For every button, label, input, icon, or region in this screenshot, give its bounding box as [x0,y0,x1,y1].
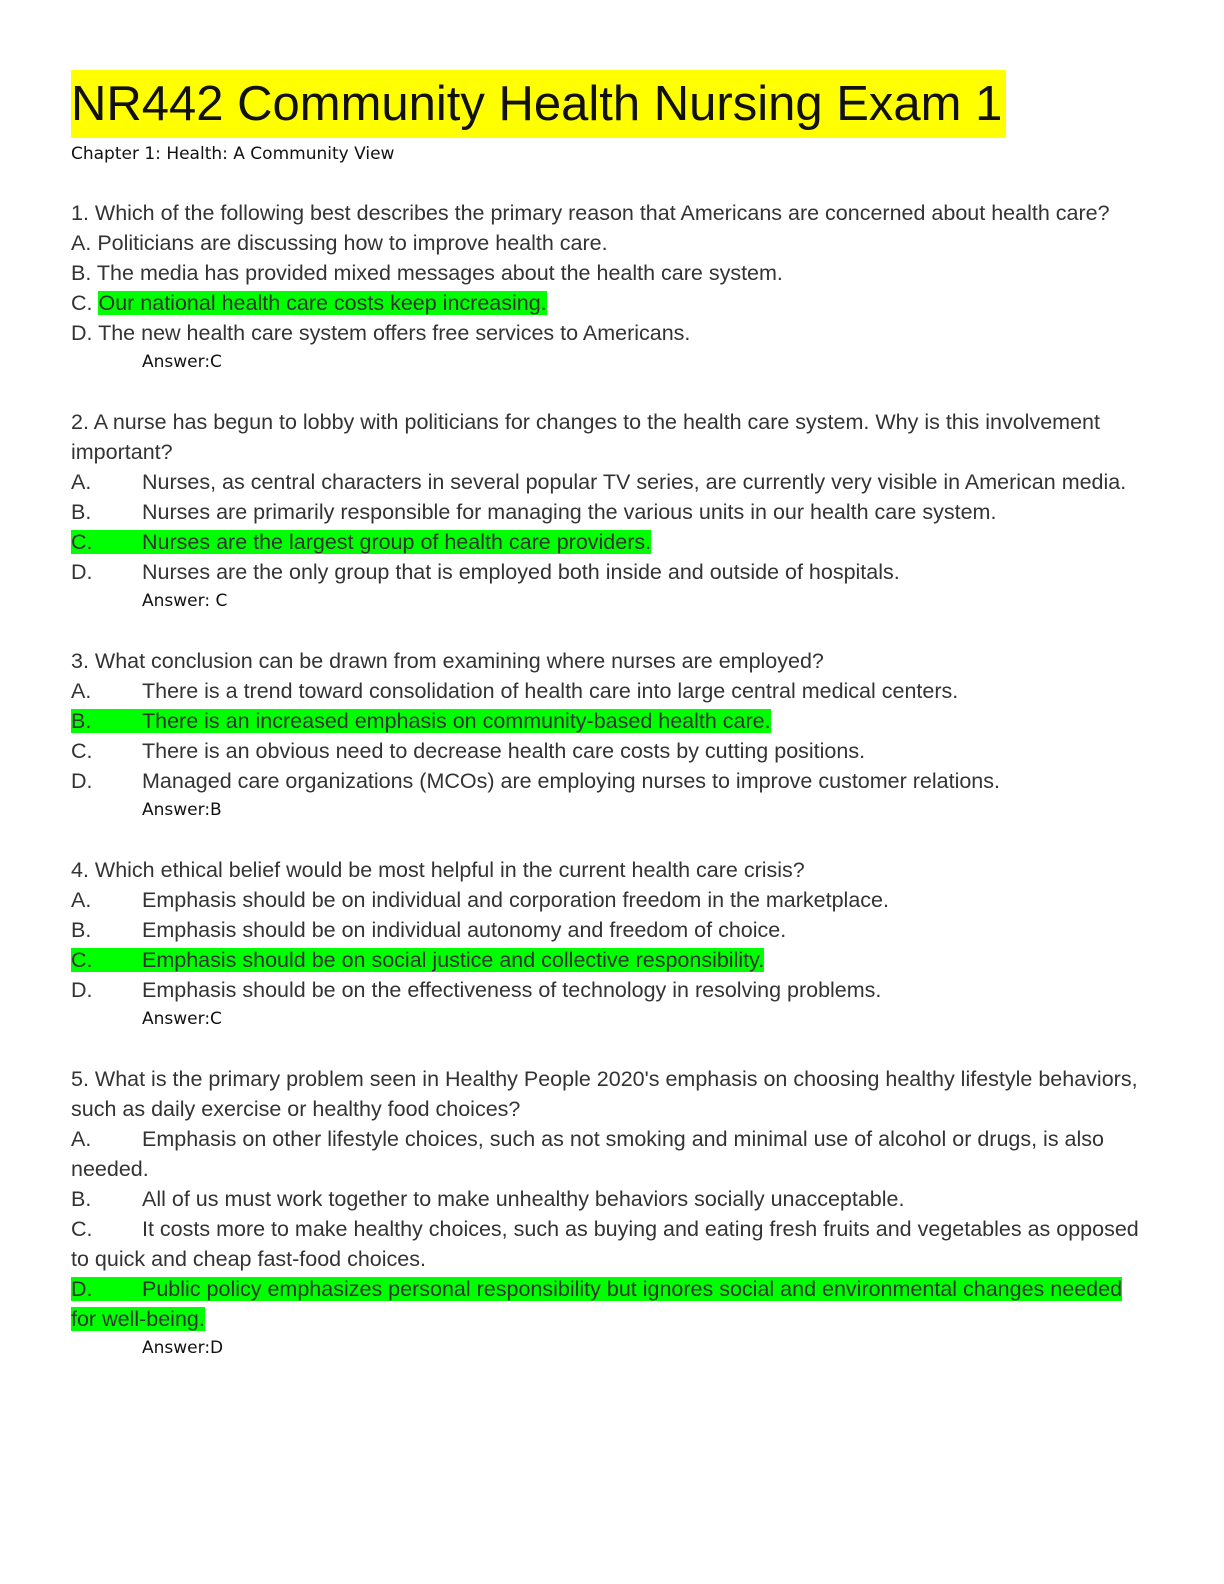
question-3 [71,646,1141,796]
option-b [71,497,1141,527]
option-letter: A. [71,470,92,494]
option-text: Emphasis should be on individual and corporation freedom in the marketplace. [142,888,889,912]
question-text: 1. Which of the following best describes the primary reason that Americans are concerned about health care? [71,201,1110,225]
answer-2: Answer: C [142,591,228,611]
option-text: Emphasis on other lifestyle choices, such as not smoking and minimal use of alcohol or drugs, is also needed. [71,1127,1104,1181]
option-text-highlighted: Nurses are the largest group of health care providers. [142,530,652,554]
option-c-correct [71,527,1141,557]
option-c-correct [71,945,1141,975]
option-letter: A. [71,888,92,912]
question-5 [71,1064,1141,1334]
question-4 [71,855,1141,1005]
option-c [71,736,1141,766]
question-text: 2. A nurse has begun to lobby with politicians for changes to the health care system. Why is this involvement important? [71,410,1100,464]
option-letter: D. [71,1277,93,1301]
option-letter: A. [71,1127,92,1151]
option-text-highlighted: Public policy emphasizes personal responsibility but ignores social and environmental changes needed for well-being. [71,1277,1123,1331]
option-text: The new health care system offers free services to Americans. [98,321,691,345]
option-b-correct [71,706,1141,736]
question-1 [71,198,1141,348]
option-letter: D. [71,769,93,793]
option-letter: B. [71,1187,92,1211]
question-text: 4. Which ethical belief would be most helpful in the current health care crisis? [71,858,805,882]
option-a [71,228,1141,258]
option-letter: A. [71,679,92,703]
option-a [71,467,1141,497]
option-c-correct [71,288,1141,318]
answer-5: Answer:D [142,1338,224,1358]
option-d-correct [71,1274,1141,1334]
option-d [71,318,1141,348]
answer-3: Answer:B [142,800,222,820]
answer-4: Answer:C [142,1009,222,1029]
option-letter: D. [71,321,93,345]
document-page [71,70,1141,1362]
option-text: Emphasis should be on individual autonomy and freedom of choice. [142,918,787,942]
question-2 [71,407,1141,587]
option-d [71,557,1141,587]
option-d [71,766,1141,796]
question-text: 5. What is the primary problem seen in Healthy People 2020's emphasis on choosing healthy lifestyle behaviors, such as daily exercise or healthy food choices? [71,1067,1138,1121]
option-letter: C. [71,948,93,972]
option-text: There is a trend toward consolidation of health care into large central medical centers. [142,679,959,703]
option-a [71,885,1141,915]
option-letter: B. [71,261,92,285]
chapter-heading: Chapter 1: Health: A Community View [71,144,395,164]
option-text: Managed care organizations (MCOs) are employing nurses to improve customer relations. [142,769,1000,793]
option-text-highlighted: Emphasis should be on social justice and collective responsibility. [142,948,765,972]
option-text: All of us must work together to make unhealthy behaviors socially unacceptable. [142,1187,905,1211]
option-letter: C. [71,739,93,763]
option-text: Emphasis should be on the effectiveness of technology in resolving problems. [142,978,882,1002]
option-letter: C. [71,291,93,315]
option-a [71,1124,1141,1184]
option-text-highlighted: There is an increased emphasis on community-based health care. [142,709,771,733]
option-text: Nurses are primarily responsible for managing the various units in our health care system. [142,500,997,524]
option-text: Nurses, as central characters in several popular TV series, are currently very visible in American media. [142,470,1127,494]
option-b [71,258,1141,288]
answer-1: Answer:C [142,352,222,372]
option-letter: B. [71,709,92,733]
option-letter: D. [71,978,93,1002]
option-letter: B. [71,500,92,524]
option-text-highlighted: Our national health care costs keep increasing. [98,291,547,315]
option-letter: B. [71,918,92,942]
option-letter: A. [71,231,92,255]
option-letter: C. [71,530,93,554]
option-text: The media has provided mixed messages about the health care system. [96,261,783,285]
option-d [71,975,1141,1005]
option-letter: D. [71,560,93,584]
option-text: Politicians are discussing how to improve health care. [97,231,608,255]
option-letter: C. [71,1217,93,1241]
option-b [71,915,1141,945]
document-title: NR442 Community Health Nursing Exam 1 [71,70,1006,138]
option-b [71,1184,1141,1214]
option-text: There is an obvious need to decrease health care costs by cutting positions. [142,739,866,763]
option-text: It costs more to make healthy choices, such as buying and eating fresh fruits and vegetables as opposed to quick and cheap fast-food choices. [71,1217,1139,1271]
option-c [71,1214,1141,1274]
question-text: 3. What conclusion can be drawn from examining where nurses are employed? [71,649,824,673]
option-text: Nurses are the only group that is employed both inside and outside of hospitals. [142,560,900,584]
option-a [71,676,1141,706]
